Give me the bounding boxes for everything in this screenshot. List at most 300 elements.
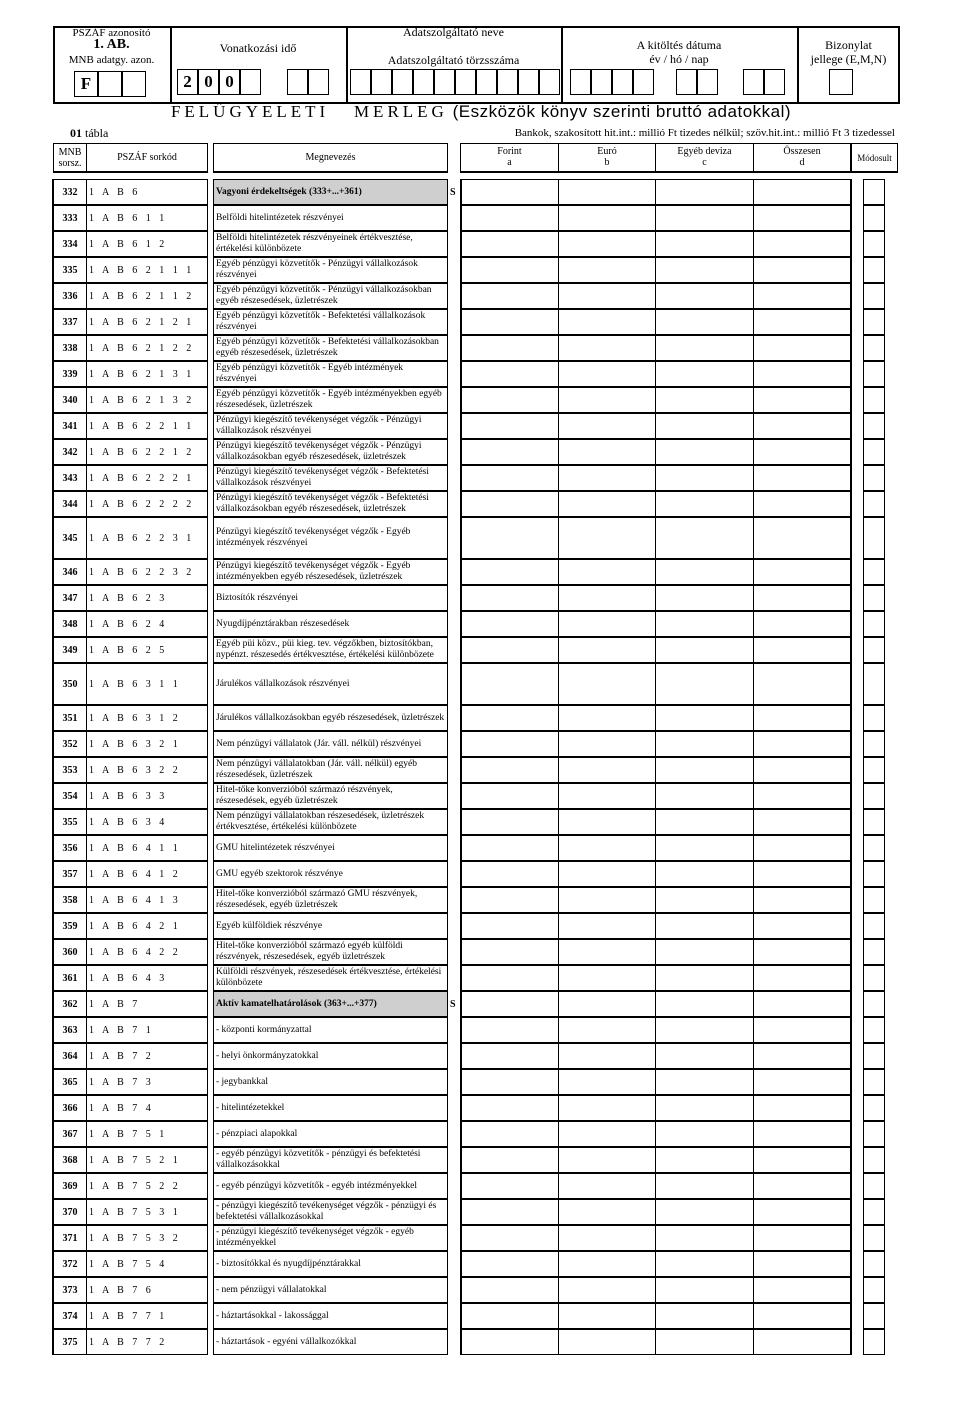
modified-cell[interactable] xyxy=(863,517,885,559)
value-forint-cell[interactable] xyxy=(460,835,559,861)
value-total-cell[interactable] xyxy=(754,283,851,309)
modified-cell[interactable] xyxy=(863,387,885,413)
value-total-cell[interactable] xyxy=(754,465,851,491)
provider-reg-box[interactable] xyxy=(476,69,497,95)
value-total-cell[interactable] xyxy=(754,939,851,965)
row-label: Külföldi részvények, részesedések értékvesztése, értékelési különbözete xyxy=(213,965,448,991)
modified-cell[interactable] xyxy=(863,1329,885,1355)
table-row xyxy=(0,387,962,413)
value-euro-cell[interactable] xyxy=(559,1199,656,1225)
mnb-id-box[interactable]: F xyxy=(74,71,98,97)
value-forint-cell[interactable] xyxy=(460,491,559,517)
value-other-cell[interactable] xyxy=(656,611,754,637)
value-forint-cell[interactable] xyxy=(460,939,559,965)
modified-cell[interactable] xyxy=(863,913,885,939)
value-forint-cell[interactable] xyxy=(460,809,559,835)
value-euro-cell[interactable] xyxy=(559,783,656,809)
provider-reg-box[interactable] xyxy=(392,69,413,95)
modified-cell[interactable] xyxy=(863,283,885,309)
value-other-cell[interactable] xyxy=(656,361,754,387)
row-number: 366 xyxy=(53,1095,87,1121)
provider-reg-box[interactable] xyxy=(434,69,455,95)
value-total-cell[interactable] xyxy=(754,731,851,757)
year-digit-box[interactable]: 0 xyxy=(219,69,240,95)
value-forint-cell[interactable] xyxy=(460,637,559,663)
value-forint-cell[interactable] xyxy=(460,1329,559,1355)
value-euro-cell[interactable] xyxy=(559,309,656,335)
mnb-id-box[interactable] xyxy=(98,71,122,97)
value-total-cell[interactable] xyxy=(754,809,851,835)
value-total-cell[interactable] xyxy=(754,705,851,731)
value-euro-cell[interactable] xyxy=(559,913,656,939)
table-row xyxy=(0,637,962,663)
value-total-cell[interactable] xyxy=(754,861,851,887)
value-forint-cell[interactable] xyxy=(460,965,559,991)
value-euro-cell[interactable] xyxy=(559,861,656,887)
value-euro-cell[interactable] xyxy=(559,1303,656,1329)
row-code: 1 A B 6 2 1 2 2 xyxy=(87,335,208,361)
value-euro-cell[interactable] xyxy=(559,1251,656,1277)
value-forint-cell[interactable] xyxy=(460,465,559,491)
value-total-cell[interactable] xyxy=(754,783,851,809)
value-forint-cell[interactable] xyxy=(460,361,559,387)
row-number: 358 xyxy=(53,887,87,913)
value-euro-cell[interactable] xyxy=(559,887,656,913)
modified-cell[interactable] xyxy=(863,1251,885,1277)
doc-type-sub-label: jellege (E,M,N) xyxy=(810,52,887,66)
modified-cell[interactable] xyxy=(863,757,885,783)
value-euro-cell[interactable] xyxy=(559,465,656,491)
value-other-cell[interactable] xyxy=(656,257,754,283)
date-year-box[interactable] xyxy=(633,69,654,95)
value-euro-cell[interactable] xyxy=(559,439,656,465)
row-label: Pénzügyi kiegészítő tevékenységet végzők - Egyéb intézmények részvényei xyxy=(213,517,448,559)
value-other-cell[interactable] xyxy=(656,205,754,231)
value-total-cell[interactable] xyxy=(754,1225,851,1251)
value-euro-cell[interactable] xyxy=(559,1277,656,1303)
value-forint-cell[interactable] xyxy=(460,861,559,887)
value-total-cell[interactable] xyxy=(754,887,851,913)
provider-reg-box[interactable] xyxy=(539,69,560,95)
value-total-cell[interactable] xyxy=(754,335,851,361)
value-forint-cell[interactable] xyxy=(460,663,559,705)
value-total-cell[interactable] xyxy=(754,517,851,559)
value-euro-cell[interactable] xyxy=(559,517,656,559)
modified-cell[interactable] xyxy=(863,1095,885,1121)
value-other-cell[interactable] xyxy=(656,585,754,611)
value-euro-cell[interactable] xyxy=(559,1095,656,1121)
table-row xyxy=(0,231,962,257)
value-forint-cell[interactable] xyxy=(460,283,559,309)
value-other-cell[interactable] xyxy=(656,783,754,809)
modified-cell[interactable] xyxy=(863,361,885,387)
value-total-cell[interactable] xyxy=(754,1303,851,1329)
value-other-cell[interactable] xyxy=(656,861,754,887)
row-number: 337 xyxy=(53,309,87,335)
provider-reg-box[interactable] xyxy=(371,69,392,95)
value-forint-cell[interactable] xyxy=(460,887,559,913)
value-euro-cell[interactable] xyxy=(559,559,656,585)
date-year-box[interactable] xyxy=(591,69,612,95)
value-euro-cell[interactable] xyxy=(559,283,656,309)
modified-cell[interactable] xyxy=(863,887,885,913)
value-total-cell[interactable] xyxy=(754,257,851,283)
value-other-cell[interactable] xyxy=(656,887,754,913)
value-forint-cell[interactable] xyxy=(460,1303,559,1329)
provider-reg-box[interactable] xyxy=(455,69,476,95)
year-digit-box[interactable]: 2 xyxy=(177,69,198,95)
table-row xyxy=(0,809,962,835)
value-other-cell[interactable] xyxy=(656,705,754,731)
modified-cell[interactable] xyxy=(863,1199,885,1225)
row-code: 1 A B 6 3 2 1 xyxy=(87,731,208,757)
value-total-cell[interactable] xyxy=(754,965,851,991)
row-code: 1 A B 7 6 xyxy=(87,1277,208,1303)
value-forint-cell[interactable] xyxy=(460,309,559,335)
modified-cell[interactable] xyxy=(863,231,885,257)
row-label: Pénzügyi kiegészítő tevékenységet végzők - Egyéb intézményekben egyéb részesedések, üzletrészek xyxy=(213,559,448,585)
value-euro-cell[interactable] xyxy=(559,705,656,731)
value-forint-cell[interactable] xyxy=(460,179,559,205)
value-forint-cell[interactable] xyxy=(460,439,559,465)
row-label: Egyéb pénzügyi közvetítők - Pénzügyi vállalkozásokban egyéb részesedések, üzletrészek xyxy=(213,283,448,309)
year-digit-box[interactable] xyxy=(240,69,261,95)
value-total-cell[interactable] xyxy=(754,637,851,663)
value-forint-cell[interactable] xyxy=(460,1251,559,1277)
value-other-cell[interactable] xyxy=(656,731,754,757)
value-other-cell[interactable] xyxy=(656,757,754,783)
date-day-box[interactable] xyxy=(764,69,785,95)
value-other-cell[interactable] xyxy=(656,913,754,939)
value-other-cell[interactable] xyxy=(656,559,754,585)
value-total-cell[interactable] xyxy=(754,491,851,517)
modified-cell[interactable] xyxy=(863,939,885,965)
value-forint-cell[interactable] xyxy=(460,757,559,783)
modified-cell[interactable] xyxy=(863,705,885,731)
value-other-cell[interactable] xyxy=(656,1199,754,1225)
modified-cell[interactable] xyxy=(863,1225,885,1251)
value-total-cell[interactable] xyxy=(754,361,851,387)
modified-cell[interactable] xyxy=(863,491,885,517)
date-month-box[interactable] xyxy=(697,69,718,95)
doc-type-box[interactable] xyxy=(829,69,853,95)
value-forint-cell[interactable] xyxy=(460,1173,559,1199)
date-year-box[interactable] xyxy=(612,69,633,95)
value-euro-cell[interactable] xyxy=(559,1121,656,1147)
modified-cell[interactable] xyxy=(863,809,885,835)
value-forint-cell[interactable] xyxy=(460,585,559,611)
row-number: 351 xyxy=(53,705,87,731)
modified-cell[interactable] xyxy=(863,413,885,439)
value-other-cell[interactable] xyxy=(656,1121,754,1147)
value-other-cell[interactable] xyxy=(656,283,754,309)
modified-cell[interactable] xyxy=(863,991,885,1017)
value-euro-cell[interactable] xyxy=(559,1069,656,1095)
value-euro-cell[interactable] xyxy=(559,991,656,1017)
provider-name-label: Adatszolgáltató neve xyxy=(403,25,504,39)
value-total-cell[interactable] xyxy=(754,309,851,335)
modified-cell[interactable] xyxy=(863,783,885,809)
value-euro-cell[interactable] xyxy=(559,1173,656,1199)
value-euro-cell[interactable] xyxy=(559,1329,656,1355)
value-other-cell[interactable] xyxy=(656,1251,754,1277)
value-forint-cell[interactable] xyxy=(460,611,559,637)
table-row xyxy=(0,1251,962,1277)
table-row xyxy=(0,887,962,913)
mnb-id-box[interactable] xyxy=(122,71,146,97)
value-forint-cell[interactable] xyxy=(460,705,559,731)
value-other-cell[interactable] xyxy=(656,1043,754,1069)
value-euro-cell[interactable] xyxy=(559,231,656,257)
value-total-cell[interactable] xyxy=(754,757,851,783)
date-year-box[interactable] xyxy=(570,69,591,95)
value-other-cell[interactable] xyxy=(656,413,754,439)
value-total-cell[interactable] xyxy=(754,179,851,205)
modified-cell[interactable] xyxy=(863,585,885,611)
value-forint-cell[interactable] xyxy=(460,413,559,439)
modified-cell[interactable] xyxy=(863,1121,885,1147)
table-row xyxy=(0,1173,962,1199)
table-row xyxy=(0,465,962,491)
value-euro-cell[interactable] xyxy=(559,491,656,517)
value-forint-cell[interactable] xyxy=(460,559,559,585)
modified-cell[interactable] xyxy=(863,1069,885,1095)
value-total-cell[interactable] xyxy=(754,1199,851,1225)
modified-cell[interactable] xyxy=(863,559,885,585)
value-total-cell[interactable] xyxy=(754,1069,851,1095)
value-forint-cell[interactable] xyxy=(460,335,559,361)
value-euro-cell[interactable] xyxy=(559,611,656,637)
value-euro-cell[interactable] xyxy=(559,205,656,231)
value-total-cell[interactable] xyxy=(754,913,851,939)
value-other-cell[interactable] xyxy=(656,1069,754,1095)
modified-cell[interactable] xyxy=(863,965,885,991)
value-forint-cell[interactable] xyxy=(460,991,559,1017)
row-number: 344 xyxy=(53,491,87,517)
value-euro-cell[interactable] xyxy=(559,1017,656,1043)
row-label: Pénzügyi kiegészítő tevékenységet végzők - Befektetési vállalkozásokban egyéb részesedések, üzletrészek xyxy=(213,491,448,517)
value-total-cell[interactable] xyxy=(754,1277,851,1303)
value-euro-cell[interactable] xyxy=(559,413,656,439)
provider-reg-box[interactable] xyxy=(413,69,434,95)
value-total-cell[interactable] xyxy=(754,413,851,439)
value-euro-cell[interactable] xyxy=(559,257,656,283)
value-total-cell[interactable] xyxy=(754,205,851,231)
table-row xyxy=(0,939,962,965)
date-month-box[interactable] xyxy=(676,69,697,95)
value-other-cell[interactable] xyxy=(656,517,754,559)
row-number: 354 xyxy=(53,783,87,809)
value-other-cell[interactable] xyxy=(656,965,754,991)
value-other-cell[interactable] xyxy=(656,1277,754,1303)
value-total-cell[interactable] xyxy=(754,611,851,637)
value-total-cell[interactable] xyxy=(754,1095,851,1121)
value-forint-cell[interactable] xyxy=(460,387,559,413)
value-other-cell[interactable] xyxy=(656,835,754,861)
row-number: 332 xyxy=(53,179,87,205)
value-forint-cell[interactable] xyxy=(460,1147,559,1173)
value-euro-cell[interactable] xyxy=(559,809,656,835)
value-euro-cell[interactable] xyxy=(559,1147,656,1173)
table-border xyxy=(52,179,54,1355)
row-label: - pénzügyi kiegészítő tevékenységet végzők - pénzügyi és befektetési vállalkozásokkal xyxy=(213,1199,448,1225)
value-total-cell[interactable] xyxy=(754,439,851,465)
value-other-cell[interactable] xyxy=(656,439,754,465)
value-other-cell[interactable] xyxy=(656,809,754,835)
value-other-cell[interactable] xyxy=(656,1017,754,1043)
modified-cell[interactable] xyxy=(863,439,885,465)
value-other-cell[interactable] xyxy=(656,1303,754,1329)
value-forint-cell[interactable] xyxy=(460,231,559,257)
value-forint-cell[interactable] xyxy=(460,1069,559,1095)
value-other-cell[interactable] xyxy=(656,1147,754,1173)
value-euro-cell[interactable] xyxy=(559,179,656,205)
row-code: 1 A B 7 5 3 2 xyxy=(87,1225,208,1251)
value-forint-cell[interactable] xyxy=(460,205,559,231)
modified-cell[interactable] xyxy=(863,1277,885,1303)
value-euro-cell[interactable] xyxy=(559,387,656,413)
value-total-cell[interactable] xyxy=(754,1043,851,1069)
value-other-cell[interactable] xyxy=(656,939,754,965)
modified-cell[interactable] xyxy=(863,663,885,705)
modified-cell[interactable] xyxy=(863,1303,885,1329)
value-euro-cell[interactable] xyxy=(559,731,656,757)
modified-cell[interactable] xyxy=(863,861,885,887)
value-other-cell[interactable] xyxy=(656,1329,754,1355)
row-label: Nem pénzügyi vállalatokban (Jár. váll. nélkül) egyéb részesedések, üzletrészek xyxy=(213,757,448,783)
value-total-cell[interactable] xyxy=(754,1251,851,1277)
value-total-cell[interactable] xyxy=(754,1147,851,1173)
value-total-cell[interactable] xyxy=(754,1121,851,1147)
value-euro-cell[interactable] xyxy=(559,757,656,783)
value-total-cell[interactable] xyxy=(754,559,851,585)
value-forint-cell[interactable] xyxy=(460,913,559,939)
value-other-cell[interactable] xyxy=(656,637,754,663)
year-digit-box[interactable]: 0 xyxy=(198,69,219,95)
value-total-cell[interactable] xyxy=(754,1017,851,1043)
month-box[interactable] xyxy=(308,69,329,95)
modified-cell[interactable] xyxy=(863,1173,885,1199)
modified-cell[interactable] xyxy=(863,835,885,861)
value-total-cell[interactable] xyxy=(754,663,851,705)
date-format-label: év / hó / nap xyxy=(649,52,709,66)
modified-cell[interactable] xyxy=(863,1147,885,1173)
value-forint-cell[interactable] xyxy=(460,731,559,757)
value-other-cell[interactable] xyxy=(656,465,754,491)
row-number: 375 xyxy=(53,1329,87,1355)
modified-cell[interactable] xyxy=(863,179,885,205)
value-other-cell[interactable] xyxy=(656,991,754,1017)
value-forint-cell[interactable] xyxy=(460,1277,559,1303)
value-euro-cell[interactable] xyxy=(559,663,656,705)
value-total-cell[interactable] xyxy=(754,387,851,413)
provider-reg-box[interactable] xyxy=(350,69,371,95)
modified-cell[interactable] xyxy=(863,637,885,663)
row-code: 1 A B 6 2 1 3 2 xyxy=(87,387,208,413)
row-number: 347 xyxy=(53,585,87,611)
value-euro-cell[interactable] xyxy=(559,585,656,611)
modified-cell[interactable] xyxy=(863,257,885,283)
table-row xyxy=(0,257,962,283)
modified-cell[interactable] xyxy=(863,205,885,231)
modified-cell[interactable] xyxy=(863,611,885,637)
value-total-cell[interactable] xyxy=(754,1173,851,1199)
row-code: 1 A B 6 4 2 1 xyxy=(87,913,208,939)
value-euro-cell[interactable] xyxy=(559,939,656,965)
modified-cell[interactable] xyxy=(863,731,885,757)
value-other-cell[interactable] xyxy=(656,335,754,361)
value-forint-cell[interactable] xyxy=(460,1199,559,1225)
row-label: - jegybankkal xyxy=(213,1069,448,1095)
value-euro-cell[interactable] xyxy=(559,361,656,387)
value-total-cell[interactable] xyxy=(754,585,851,611)
units-note: Bankok, szakosított hit.int.: millió Ft tizedes nélkül; szöv.hit.int.: millió Ft 3 tizedessel xyxy=(514,127,895,139)
value-forint-cell[interactable] xyxy=(460,1121,559,1147)
value-total-cell[interactable] xyxy=(754,1329,851,1355)
table-row xyxy=(0,335,962,361)
value-total-cell[interactable] xyxy=(754,991,851,1017)
row-number: 370 xyxy=(53,1199,87,1225)
value-other-cell[interactable] xyxy=(656,231,754,257)
value-euro-cell[interactable] xyxy=(559,965,656,991)
month-box[interactable] xyxy=(287,69,308,95)
col-head-euro: Euró b xyxy=(559,143,656,173)
modified-cell[interactable] xyxy=(863,1017,885,1043)
modified-cell[interactable] xyxy=(863,309,885,335)
value-other-cell[interactable] xyxy=(656,387,754,413)
value-other-cell[interactable] xyxy=(656,309,754,335)
value-forint-cell[interactable] xyxy=(460,1043,559,1069)
row-number: 369 xyxy=(53,1173,87,1199)
value-euro-cell[interactable] xyxy=(559,835,656,861)
row-number: 357 xyxy=(53,861,87,887)
value-forint-cell[interactable] xyxy=(460,1017,559,1043)
modified-cell[interactable] xyxy=(863,465,885,491)
provider-reg-box[interactable] xyxy=(497,69,518,95)
row-code: 1 A B 7 xyxy=(87,991,208,1017)
value-forint-cell[interactable] xyxy=(460,1225,559,1251)
table-row xyxy=(0,731,962,757)
value-forint-cell[interactable] xyxy=(460,257,559,283)
value-euro-cell[interactable] xyxy=(559,1225,656,1251)
modified-cell[interactable] xyxy=(863,335,885,361)
value-euro-cell[interactable] xyxy=(559,637,656,663)
provider-reg-box[interactable] xyxy=(518,69,539,95)
date-day-box[interactable] xyxy=(743,69,764,95)
row-label: - háztartások - egyéni vállalkozókkal xyxy=(213,1329,448,1355)
row-label: Vagyoni érdekeltségek (333+...+361) xyxy=(213,179,448,205)
row-code: 1 A B 7 5 2 2 xyxy=(87,1173,208,1199)
value-forint-cell[interactable] xyxy=(460,517,559,559)
value-total-cell[interactable] xyxy=(754,835,851,861)
row-code: 1 A B 7 3 xyxy=(87,1069,208,1095)
value-total-cell[interactable] xyxy=(754,231,851,257)
value-forint-cell[interactable] xyxy=(460,783,559,809)
value-forint-cell[interactable] xyxy=(460,1095,559,1121)
value-euro-cell[interactable] xyxy=(559,1043,656,1069)
value-other-cell[interactable] xyxy=(656,663,754,705)
value-other-cell[interactable] xyxy=(656,1225,754,1251)
value-euro-cell[interactable] xyxy=(559,335,656,361)
row-number: 360 xyxy=(53,939,87,965)
doc-type-label: Bizonylat xyxy=(825,38,872,52)
modified-cell[interactable] xyxy=(863,1043,885,1069)
value-other-cell[interactable] xyxy=(656,1173,754,1199)
value-other-cell[interactable] xyxy=(656,179,754,205)
value-other-cell[interactable] xyxy=(656,491,754,517)
value-other-cell[interactable] xyxy=(656,1095,754,1121)
row-code: 1 A B 6 xyxy=(87,179,208,205)
